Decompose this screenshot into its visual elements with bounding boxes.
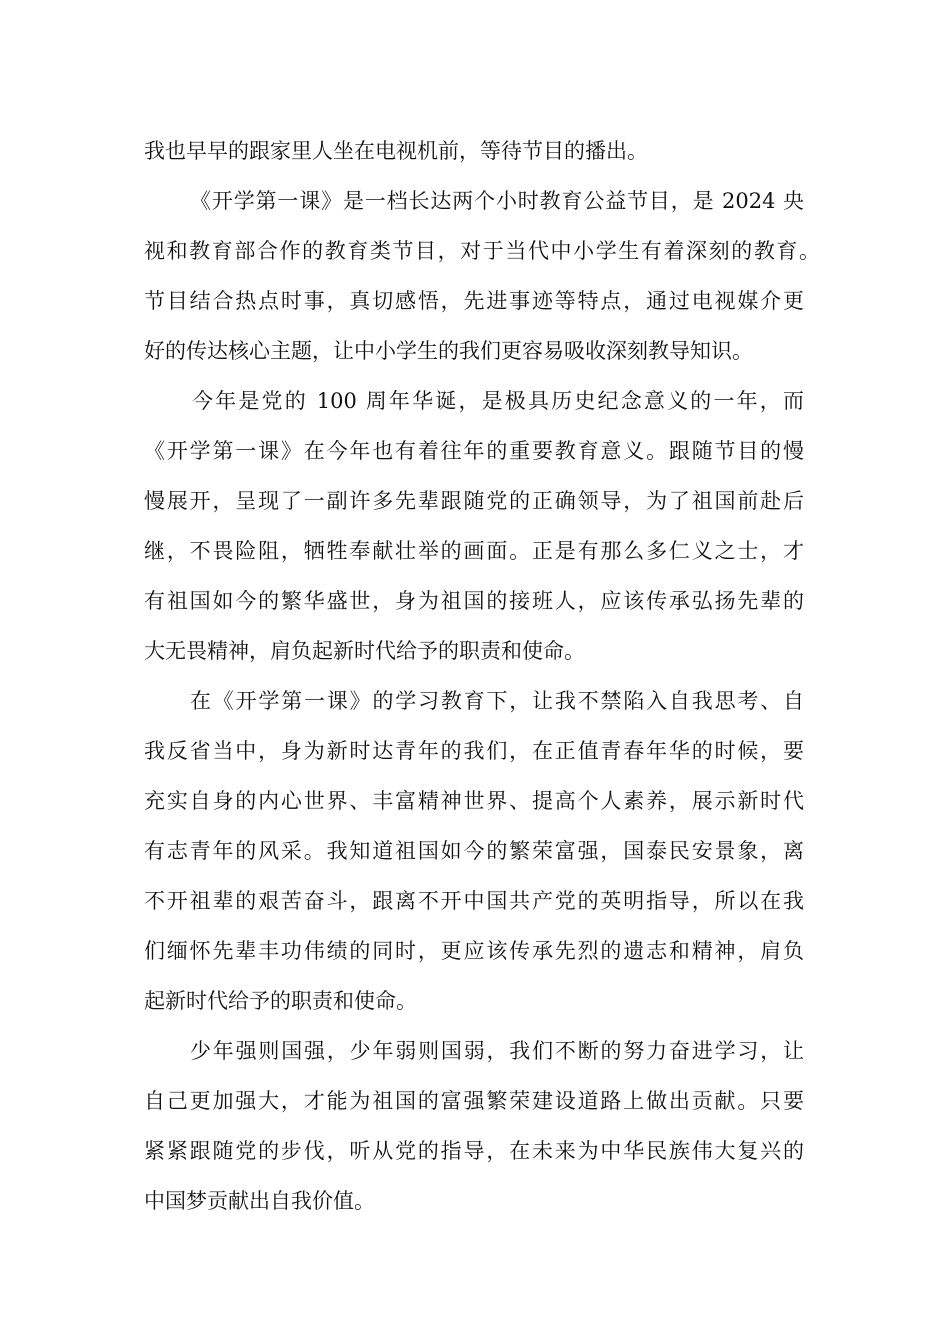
paragraph-3-line-2: 《开学第一课》在今年也有着往年的重要教育意义。跟随节目的慢 — [144, 439, 804, 463]
paragraph-4-line-1: 在《开学第一课》的学习教育下，让我不禁陷入自我思考、自 — [190, 689, 804, 713]
paragraph-5-line-4: 中国梦贡献出自我价值。 — [144, 1189, 375, 1213]
paragraph-2-line-1: 《开学第一课》是一档长达两个小时教育公益节目，是 2024 央 — [190, 189, 804, 213]
paragraph-4-line-2: 我反省当中，身为新时达青年的我们，在正值青春年华的时候，要 — [144, 739, 804, 763]
paragraph-2-line-4: 好的传达核心主题，让中小学生的我们更容易吸收深刻教导知识。 — [144, 339, 753, 363]
paragraph-2-line-3: 节目结合热点时事，真切感悟，先进事迹等特点，通过电视媒介更 — [144, 289, 804, 313]
paragraph-3-line-3: 慢展开，呈现了一副许多先辈跟随党的正确领导，为了祖国前赴后 — [144, 489, 804, 513]
paragraph-3-line-5: 有祖国如今的繁华盛世，身为祖国的接班人，应该传承弘扬先辈的 — [144, 589, 804, 613]
paragraph-4-line-4: 有志青年的风采。我知道祖国如今的繁荣富强，国泰民安景象，离 — [144, 839, 804, 863]
paragraph-3-line-1: 今年是党的 100 周年华诞，是极具历史纪念意义的一年，而 — [192, 389, 804, 413]
paragraph-3-line-6: 大无畏精神，肩负起新时代给予的职责和使命。 — [144, 639, 585, 663]
paragraph-4-line-5: 不开祖辈的艰苦奋斗，跟离不开中国共产党的英明指导，所以在我 — [144, 889, 804, 913]
paragraph-3-line-4: 继，不畏险阻，牺牲奉献壮举的画面。正是有那么多仁义之士，才 — [144, 539, 804, 563]
paragraph-5-line-2: 自己更加强大，才能为祖国的富强繁荣建设道路上做出贡献。只要 — [144, 1089, 804, 1113]
paragraph-5-line-1: 少年强则国强，少年弱则国弱，我们不断的努力奋进学习，让 — [190, 1039, 804, 1063]
paragraph-4-line-3: 充实自身的内心世界、丰富精神世界、提高个人素养，展示新时代 — [144, 789, 804, 813]
paragraph-5-line-3: 紧紧跟随党的步伐，听从党的指导，在未来为中华民族伟大复兴的 — [144, 1139, 804, 1163]
paragraph-2-line-2: 视和教育部合作的教育类节目，对于当代中小学生有着深刻的教育。 — [144, 239, 820, 263]
paragraph-4-line-6: 们缅怀先辈丰功伟绩的同时，更应该传承先烈的遗志和精神，肩负 — [144, 939, 804, 963]
paragraph-4-line-7: 起新时代给予的职责和使命。 — [144, 989, 417, 1013]
paragraph-1-line-1: 我也早早的跟家里人坐在电视机前，等待节目的播出。 — [144, 139, 648, 163]
